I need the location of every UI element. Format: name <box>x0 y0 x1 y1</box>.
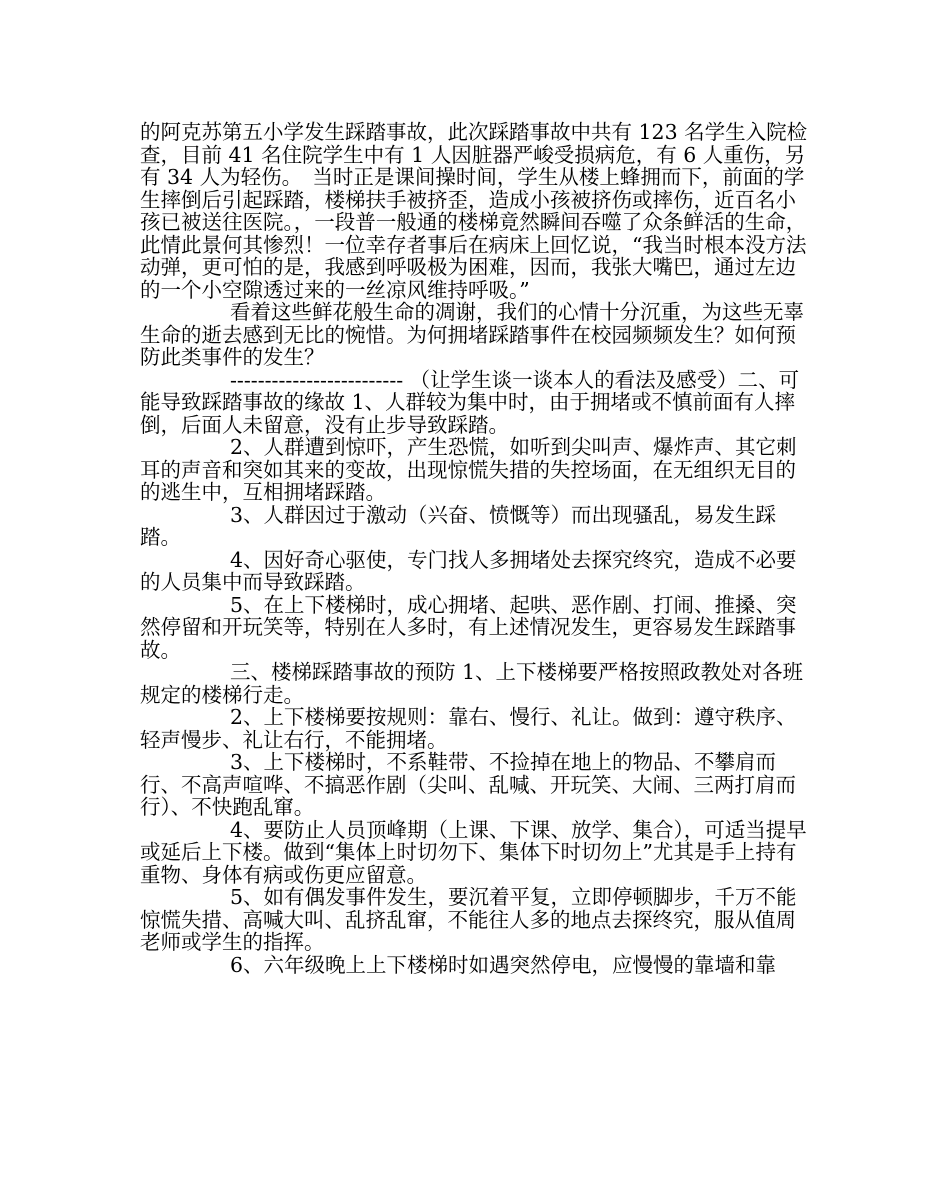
paragraph-accident-report: 的阿克苏第五小学发生踩踏事故，此次踩踏事故中共有 123 名学生入院检查，目前 41 名住院学生中有 1 人因脏器严峻受损病危，有 6 人重伤，另有 34 人为轻伤。 当时正是课间操时间，学生从楼上蜂拥而下，前面的学生摔倒后引起踩踏，楼梯扶手被挤歪，造成小孩被挤伤或摔伤，近百名小孩已被送往医院。，一段普一般通的楼梯竟然瞬间吞噬了众条鲜活的生命，此情此景何其惨烈！一位幸存者事后在病床上回忆说，“我当时根本没方法动弹，更可怕的是，我感到呼吸极为困难，因而，我张大嘴巴，通过左边的一个小空隙透过来的一丝凉风维持呼吸。” <box>140 120 808 302</box>
paragraph-cause-4: 4、因好奇心驱使，专门找人多拥堵处去探究终究，造成不必要的人员集中而导致踩踏。 <box>140 547 797 594</box>
paragraph-causes-intro: ------------------------- （让学生谈一谈本人的看法及感受）二、可能导致踩踏事故的缘故 1、人群较为集中时，由于拥堵或不慎前面有人摔倒，后面人未留意，没有止步导致踩踏。 <box>140 367 800 437</box>
paragraph-reflection: 看着这些鲜花般生命的凋谢，我们的心情十分沉重，为这些无辜生命的逝去感到无比的惋惜。为何拥堵踩踏事件在校园频频发生？如何预防此类事件的发生？ <box>140 300 804 369</box>
paragraph-prevention-5: 5、如有偶发事件发生，要沉着平复，立即停顿脚步，千万不能惊慌失措、高喊大叫、乱挤乱窜，不能往人多的地点去探终究，服从值周老师或学生的指挥。 <box>140 885 797 954</box>
paragraph-prevention-4: 4、要防止人员顶峰期（上课、下课、放学、集合），可适当提早或延后上下楼。做到“集体上时切勿下、集体下时切勿上”尤其是手上持有重物、身体有病或伤更应留意。 <box>140 817 807 887</box>
paragraph-prevention-3: 3、上下楼梯时，不系鞋带、不捡掉在地上的物品、不攀肩而行、不高声喧哗、不搞恶作剧（尖叫、乱喊、开玩笑、大闹、三两打肩而行）、不快跑乱窜。 <box>140 750 796 819</box>
paragraph-cause-3: 3、人群因过于激动（兴奋、愤慨等）而出现骚乱，易发生踩踏。 <box>140 502 777 549</box>
paragraph-prevention-2: 2、上下楼梯要按规则：靠右、慢行、礼让。做到：遵守秩序、轻声慢步、礼让右行，不能拥堵。 <box>140 705 797 752</box>
paragraph-cause-5: 5、在上下楼梯时，成心拥堵、起哄、恶作剧、打闹、推搡、突然停留和开玩笑等，特别在人多时，有上述情况发生，更容易发生踩踏事故。 <box>140 592 797 662</box>
document-body <box>140 121 815 976</box>
paragraph-cause-2: 2、人群遭到惊吓，产生恐慌，如听到尖叫声、爆炸声、其它刺耳的声音和突如其来的变故，出现惊慌失措的失控场面，在无组织无目的的逃生中，互相拥堵踩踏。 <box>140 435 797 504</box>
paragraph-prevention-intro: 三、楼梯踩踏事故的预防 1、上下楼梯要严格按照政教处对各班规定的楼梯行走。 <box>140 660 804 707</box>
paragraph-prevention-6: 6、六年级晚上上下楼梯时如遇突然停电，应慢慢的靠墙和靠 <box>230 952 777 977</box>
